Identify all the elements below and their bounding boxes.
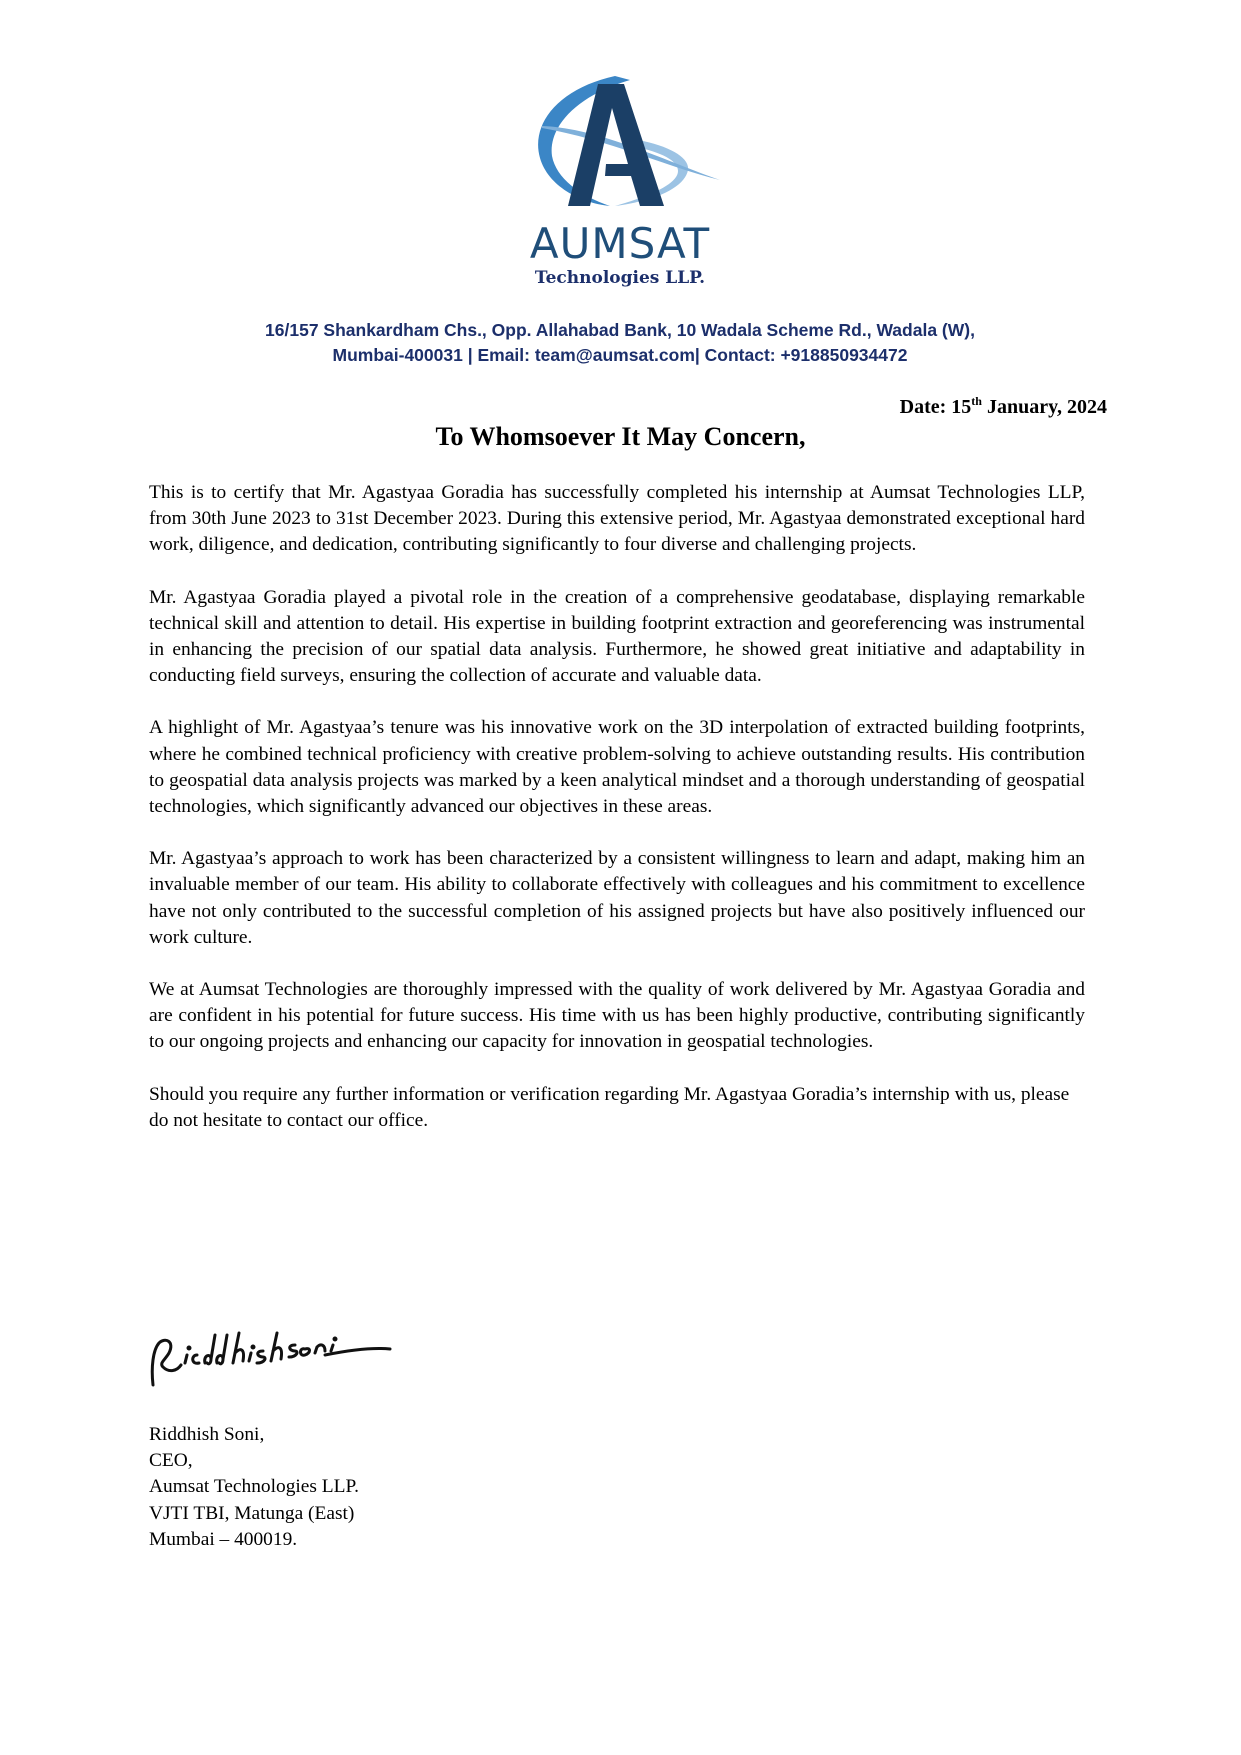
- aumsat-logo-icon: [520, 68, 720, 228]
- heading-text: To Whomsoever It May Concern,: [435, 422, 806, 451]
- company-subtitle: Technologies LLP.: [534, 268, 706, 288]
- address-line-2: Mumbai-400031 | Email: team@aumsat.com| Contact: +918850934472: [332, 345, 908, 365]
- body-paragraph: We at Aumsat Technologies are thoroughly impressed with the quality of work delivered by Mr. Agastyaa Goradia and are confident in his potential for future success. His time with us has been highly productive, contributing significantly to our ongoing projects and enhancing our capacity for innovation in geospatial technologies.: [149, 979, 1085, 1053]
- signature: [145, 1305, 395, 1395]
- signatory-company: Aumsat Technologies LLP.: [149, 1476, 359, 1498]
- signatory-address-2: Mumbai – 400019.: [149, 1528, 298, 1550]
- body-paragraph: Mr. Agastyaa Goradia played a pivotal role in the creation of a comprehensive geodatabase, displaying remarkable technical skill and attention to detail. His expertise in building footprint extraction and georeferencing was instrumental in enhancing the precision of our spatial data analysis. Furthermore, he showed great initiative and adaptability in conducting field surveys, ensuring the collection of accurate and valuable data.: [149, 586, 1085, 687]
- letter-body: [149, 480, 1085, 1160]
- handwritten-signature-icon: [145, 1305, 395, 1395]
- company-wordmark: AUMSAT: [529, 219, 711, 268]
- body-paragraph: Should you require any further information or verification regarding Mr. Agastyaa Goradia’s internship with us, please do not hesitate to contact our office.: [149, 1083, 1070, 1131]
- signatory-title: CEO,: [149, 1450, 193, 1472]
- letter-heading: [0, 422, 1241, 452]
- date-prefix: Date: 15: [899, 396, 972, 418]
- date-rest: January, 2024: [981, 396, 1107, 418]
- date-ordinal: th: [971, 394, 982, 408]
- signatory-name: Riddhish Soni,: [149, 1424, 265, 1445]
- signatory-address-1: VJTI TBI, Matunga (East): [149, 1502, 355, 1524]
- address-line-1: 16/157 Shankardham Chs., Opp. Allahabad Bank, 10 Wadala Scheme Rd., Wadala (W),: [265, 320, 975, 340]
- body-paragraph: This is to certify that Mr. Agastyaa Goradia has successfully completed his internship at Aumsat Technologies LLP, from 30th June 2023 to 31st December 2023. During this extensive period, Mr. Agastyaa demonstrated exceptional hard work, diligence, and dedication, contributing significantly to four diverse and challenging projects.: [149, 482, 1085, 556]
- body-paragraph: Mr. Agastyaa’s approach to work has been characterized by a consistent willingness to learn and adapt, making him an invaluable member of our team. His ability to collaborate effectively with colleagues and his commitment to excellence have not only contributed to the successful completion of his assigned projects but have also positively influenced our work culture.: [149, 848, 1085, 948]
- signoff-block: [149, 1422, 359, 1553]
- company-address: [150, 318, 1090, 368]
- body-paragraph: A highlight of Mr. Agastyaa’s tenure was his innovative work on the 3D interpolation of extracted building footprints, where he combined technical proficiency with creative problem-solving to achieve outstanding results. His contribution to geospatial data analysis projects was marked by a keen analytical mindset and a thorough understanding of geospatial technologies, which significantly advanced our objectives in these areas.: [149, 717, 1085, 818]
- letter-date: [900, 396, 1107, 419]
- company-logo: [520, 68, 720, 298]
